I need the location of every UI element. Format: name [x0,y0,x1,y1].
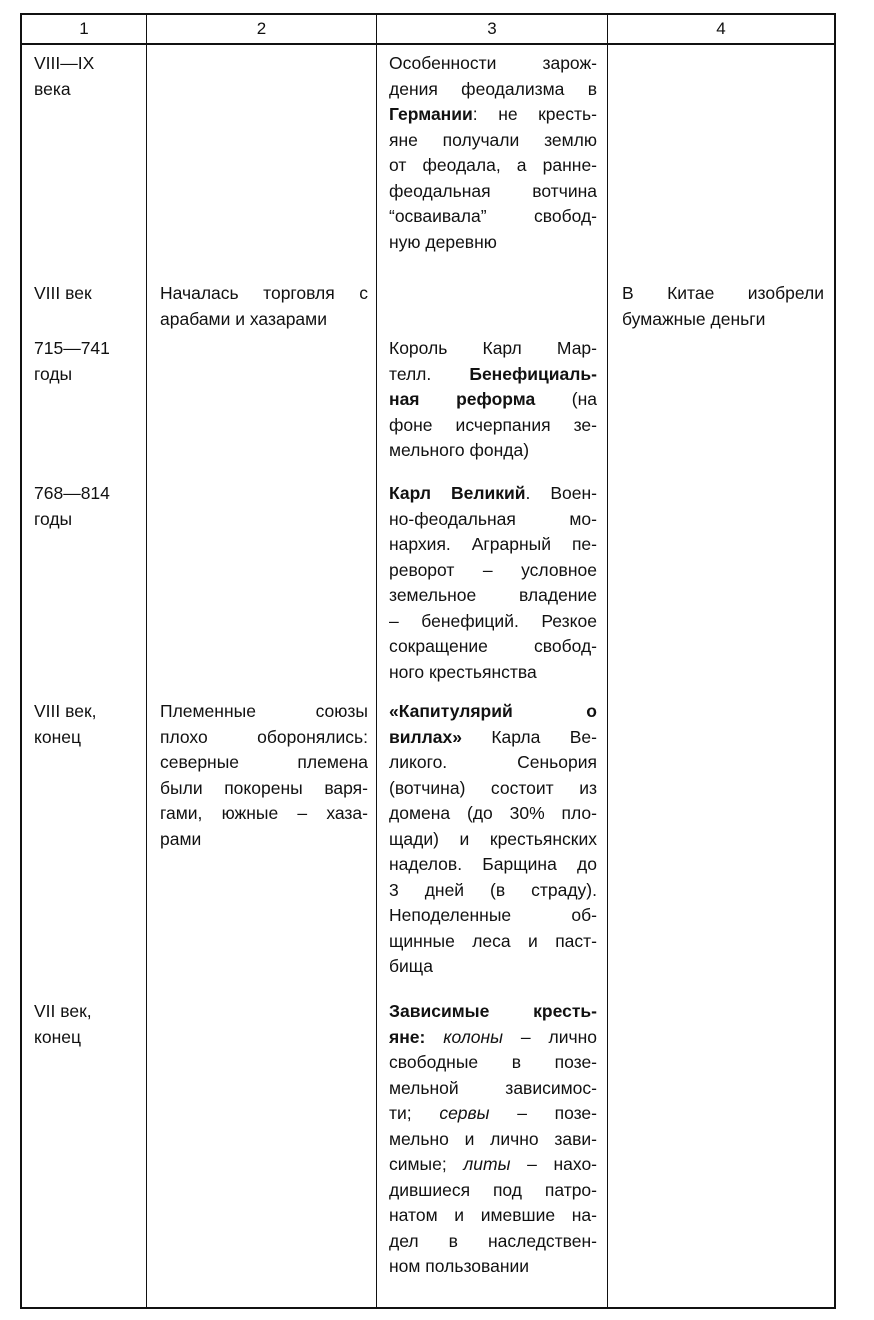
date-text: VIII—IX [34,53,95,73]
russia-events-cell [147,275,377,330]
col3-line [389,1203,597,1229]
text-run: ного крестьянства [389,661,537,682]
world-events-cell [608,45,834,275]
col3-line [389,1025,597,1051]
col3-line [389,102,597,128]
world-events-cell [608,475,834,693]
col3-line [389,801,597,827]
bold-term: Зависимые кресть- [389,1001,597,1021]
russia-events-cell [147,693,377,993]
text-run: . Воен- [525,483,597,503]
text-run: ном пользовании [389,1256,530,1276]
bold-term: Германии [389,104,473,124]
col3-line [389,725,597,751]
italic-term: литы [463,1154,511,1174]
text-run: дел в наследствен- [389,1230,597,1251]
text-run: – лично [502,1026,597,1047]
text-run: 3 дней (в страду). [389,879,597,900]
col3-line [389,1178,597,1204]
col3-line [389,438,597,464]
text-run: мельной зависимос- [389,1077,597,1098]
europe-events-cell [377,45,608,275]
bold-term: ная реформа [389,389,536,409]
col3-line [389,1076,597,1102]
text-run: арабами и хазарами [160,308,327,329]
col3-line [389,903,597,929]
date-cell [22,330,147,475]
text-run: телл. [389,363,470,384]
date-text: годы [34,363,73,384]
col2-line [160,307,368,331]
col3-line [389,128,597,154]
column-header-2: 2 [147,15,377,45]
text-run: В Китае изобрели [622,283,824,303]
text-run: ти; [389,1103,440,1123]
text-run: рами [160,828,202,849]
text-run: наделов. Барщина до [389,854,597,874]
col2-line [160,801,368,827]
text-run: – нахо- [510,1154,598,1174]
col3-line [389,634,597,660]
europe-events-cell [377,993,608,1307]
text-run: Карла Ве- [461,726,597,747]
text-run: реворот – условное [389,559,597,580]
europe-events-cell [377,693,608,993]
text-run: свободные в позе- [389,1052,597,1072]
col3-line [389,750,597,776]
bold-term: Бенефициаль- [469,363,597,384]
europe-events-cell [377,275,608,330]
col3-line [389,153,597,179]
text-run: Неподеленные об- [389,905,597,925]
col4-line [622,281,824,307]
russia-events-cell [147,45,377,275]
text-run: мельно и лично зави- [389,1128,597,1149]
date-text: века [34,78,71,99]
text-run: гами, южные – хаза- [160,803,368,823]
europe-events-cell [377,475,608,693]
bold-term: «Капитулярий о [389,701,597,721]
column-header-3: 3 [377,15,608,45]
text-run: ную деревню [389,231,497,252]
text-run: фоне исчерпания зе- [389,414,597,435]
text-run: ликого. Сеньория [389,752,597,772]
text-run: (на [535,389,597,409]
europe-events-cell [377,330,608,475]
date-text: конец [34,726,82,747]
russia-events-cell [147,475,377,693]
col3-line [389,558,597,584]
bold-term: яне: [389,1026,444,1047]
date-text: 768—814 [34,483,110,503]
text-run: – бенефиций. Резкое [389,610,597,631]
text-run: Особенности зарож- [389,53,597,73]
bold-term: Карл Великий [389,483,526,503]
col3-line [389,51,597,77]
col3-line [389,204,597,230]
text-run: Началась торговля с [160,283,368,303]
date-cell [22,693,147,993]
col2-line [160,725,368,751]
russia-events-cell [147,993,377,1307]
col3-line [389,532,597,558]
col2-line [160,699,368,725]
text-run: земельное владение [389,585,597,605]
col3-line [389,827,597,853]
text-run: дения феодализма в [389,78,597,99]
date-text: VII век, [34,1001,92,1021]
date-cell [22,45,147,275]
date-text: VIII век [34,283,92,303]
col3-line [389,1152,597,1178]
italic-term: колоны [443,1026,503,1047]
text-run: щади) и крестьянских [389,828,597,849]
text-run: симые; [389,1154,464,1174]
col3-line [389,954,597,980]
world-events-cell [608,993,834,1307]
col2-line [160,281,368,307]
text-run: (вотчина) состоит из [389,777,597,798]
col3-line [389,699,597,725]
date-cell [22,475,147,693]
text-run: : не кресть- [472,104,597,124]
text-run: северные племена [160,752,368,772]
text-run: натом и имевшие на- [389,1205,597,1225]
text-run: но-феодальная мо- [389,508,597,529]
text-run: бумажные деньги [622,308,766,329]
text-run: Король Карл Мар- [389,338,597,358]
date-text: VIII век, [34,701,97,721]
col3-line [389,387,597,413]
col3-line [389,999,597,1025]
col3-line [389,660,597,686]
text-run: были покорены варя- [160,777,368,798]
col3-line [389,1229,597,1255]
col3-line [389,609,597,635]
text-run: бища [389,956,433,976]
col3-line [389,929,597,955]
col3-line [389,413,597,439]
text-run: от феодала, а ранне- [389,155,597,175]
col3-line [389,481,597,507]
text-run: феодальная вотчина [389,180,597,201]
text-run: нархия. Аграрный пе- [389,534,597,554]
col3-line [389,776,597,802]
col3-line [389,583,597,609]
russia-events-cell [147,330,377,475]
col3-line [389,507,597,533]
column-header-4: 4 [608,15,834,45]
text-run: щинные леса и паст- [389,930,597,951]
col3-line [389,336,597,362]
col3-line [389,1127,597,1153]
text-run: плохо оборонялись: [160,726,368,747]
col3-line [389,77,597,103]
col4-line [622,307,824,331]
column-header-1: 1 [22,15,147,45]
text-run: – позе- [489,1103,597,1123]
world-events-cell [608,693,834,993]
date-cell [22,993,147,1307]
col3-line [389,1101,597,1127]
text-run: сокращение свобод- [389,636,597,656]
date-text: 715—741 [34,338,110,358]
col3-line [389,179,597,205]
date-text: конец [34,1026,82,1047]
col2-line [160,750,368,776]
text-run: мельного фонда) [389,440,530,460]
world-events-cell [608,330,834,475]
date-cell [22,275,147,330]
bold-term: виллах» [389,726,462,747]
date-text: годы [34,508,73,529]
text-run: дившиеся под патро- [389,1179,597,1200]
chronology-table [20,13,836,1309]
text-run: яне получали землю [389,129,597,150]
col3-line [389,878,597,904]
col3-line [389,1254,597,1280]
text-run: домена (до 30% пло- [389,803,597,823]
italic-term: сервы [439,1103,490,1123]
col2-line [160,827,368,853]
col3-line [389,230,597,256]
col3-line [389,852,597,878]
text-run: “осваивала” свобод- [389,206,597,226]
col3-line [389,362,597,388]
col3-line [389,1050,597,1076]
text-run: Племенные союзы [160,701,368,721]
col2-line [160,776,368,802]
world-events-cell [608,275,834,330]
